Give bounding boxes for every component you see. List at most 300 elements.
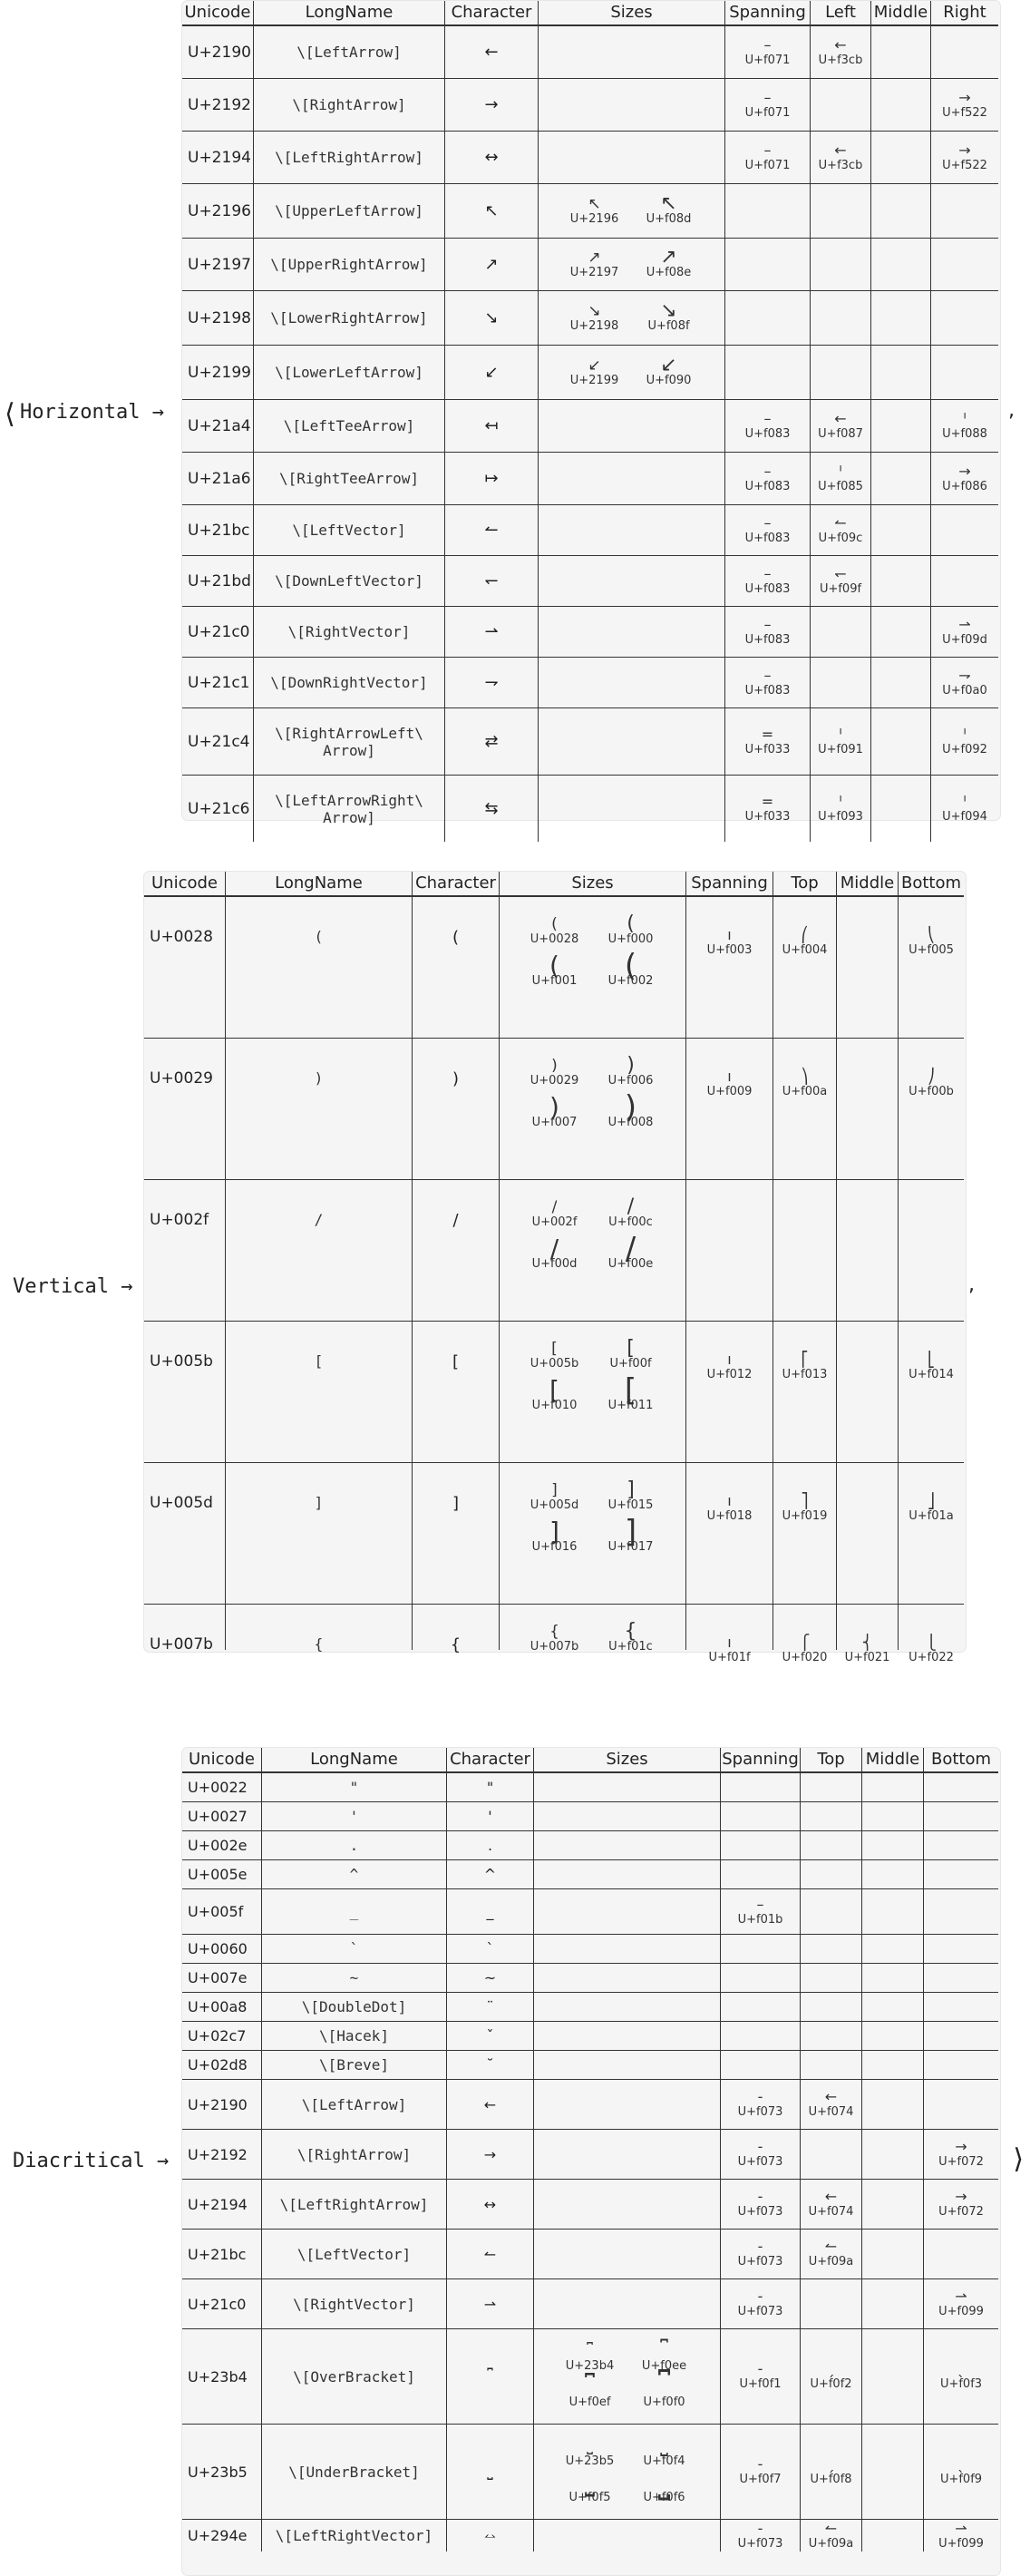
- sizes-list: [562, 300, 702, 337]
- bottom-piece-stack: [940, 2362, 982, 2391]
- unicode-cell: U+23b4: [182, 2329, 262, 2425]
- top-piece-code: U+f074: [808, 2205, 854, 2219]
- bottom-cell: [924, 2080, 998, 2130]
- unicode-cell: U+005e: [182, 1860, 262, 1889]
- bottom-piece-glyph: ˎ: [957, 2360, 965, 2377]
- top-piece-stack: [808, 2519, 854, 2551]
- longname-cell: \[UpperLeftArrow]: [254, 184, 445, 239]
- size-variant: [602, 1231, 660, 1271]
- spanning-piece-stack: [745, 464, 791, 493]
- sizes-list: [624, 2200, 631, 2208]
- longname-cell: ': [262, 1802, 447, 1831]
- spanning-cell: [725, 776, 811, 842]
- character-cell: _: [447, 1889, 534, 1935]
- size-variant-code: U+002f: [531, 1215, 578, 1229]
- middle-cell: [862, 2051, 924, 2080]
- top-piece-glyph: ⎞: [801, 1068, 809, 1085]
- right-piece-code: U+f522: [942, 105, 987, 120]
- middle-cell: [871, 239, 931, 291]
- spanning-cell: [721, 2279, 801, 2329]
- sizes-cell: [539, 776, 725, 842]
- bottom-cell: [899, 1322, 964, 1463]
- size-variant-code: U+f010: [531, 1399, 578, 1412]
- unicode-cell: U+0028: [144, 897, 226, 1039]
- sizes-list: [562, 193, 702, 229]
- middle-piece-code: U+f021: [844, 1651, 890, 1664]
- size-variant-code: U+f00d: [531, 1257, 578, 1271]
- spanning-piece-code: U+f01f: [708, 1651, 751, 1664]
- spanning-piece-glyph: -: [757, 2288, 763, 2305]
- spanning-piece-stack: [739, 2362, 781, 2391]
- size-variant: [602, 1089, 660, 1129]
- size-variant-glyph: ): [624, 1089, 637, 1126]
- column-header-bottom: Bottom: [899, 872, 964, 897]
- top-piece-glyph: ←: [824, 2188, 838, 2205]
- right-cell: [931, 708, 998, 776]
- size-variant-code: U+f0f6: [643, 2491, 685, 2504]
- spanning-piece-code: U+f073: [737, 2536, 783, 2551]
- middle-cell: [871, 556, 931, 607]
- spanning-piece-code: U+f083: [744, 479, 791, 493]
- spanning-piece-stack: [738, 2090, 783, 2119]
- character-cell: ˇ: [447, 2022, 534, 2051]
- size-variant: [602, 1620, 660, 1654]
- left-piece-glyph: ᑊ: [839, 792, 842, 810]
- size-variant-glyph: ↗: [588, 248, 601, 267]
- right-cell: [931, 184, 998, 239]
- spanning-piece-code: U+f083: [744, 632, 791, 647]
- spanning-piece-glyph: –: [763, 564, 772, 582]
- sizes-list: [628, 49, 636, 56]
- size-variant-glyph: ]: [627, 1478, 635, 1501]
- size-variant-glyph: ↘: [660, 298, 677, 322]
- size-variant-code: U+f015: [607, 1498, 654, 1512]
- spanning-piece-code: U+f073: [737, 2105, 783, 2119]
- left-cell: [811, 505, 871, 556]
- bottom-cell: [924, 1831, 998, 1860]
- sizes-cell: [534, 1889, 721, 1935]
- sizes-list: [624, 2300, 631, 2308]
- column-header-unicode: Unicode: [182, 1748, 262, 1773]
- spanning-cell: [725, 556, 811, 607]
- right-piece-code: U+f09d: [942, 632, 987, 647]
- top-piece-stack: [782, 1352, 828, 1381]
- longname-cell: \[UpperRightArrow]: [254, 239, 445, 291]
- size-variant-code: U+f0ef: [568, 2395, 611, 2409]
- size-variant-glyph: (: [624, 948, 637, 984]
- longname-cell: \[LeftArrow]: [262, 2080, 447, 2130]
- spanning-piece-code: U+f033: [744, 742, 791, 756]
- middle-cell: [837, 1463, 899, 1605]
- left-piece-glyph: ↼: [834, 513, 847, 532]
- size-variant-glyph: ): [549, 1092, 559, 1122]
- right-piece-code: U+f086: [942, 479, 987, 493]
- top-cell: [773, 1039, 837, 1180]
- unicode-cell: U+007e: [182, 1964, 262, 1993]
- unicode-cell: U+23b5: [182, 2425, 262, 2520]
- right-piece-code: U+f088: [942, 426, 987, 441]
- sizes-cell: [534, 1935, 721, 1964]
- unicode-cell: U+2192: [182, 79, 254, 132]
- sizes-list: [624, 1784, 631, 1791]
- sizes-list: [624, 2101, 631, 2108]
- size-variant: [636, 2369, 694, 2409]
- right-cell: [931, 607, 998, 658]
- sizes-list: [628, 578, 636, 585]
- character-cell: ↙: [445, 346, 539, 400]
- spanning-piece-glyph: -: [757, 2188, 763, 2205]
- spanning-cell: [721, 2080, 801, 2130]
- unicode-cell: U+21bc: [182, 2230, 262, 2279]
- spanning-cell: [725, 400, 811, 453]
- middle-cell: [837, 1180, 899, 1322]
- bottom-piece-glyph: ⎩: [926, 1634, 937, 1651]
- longname-cell: \[LeftRightArrow]: [254, 132, 445, 184]
- size-variant-glyph: ]: [549, 1517, 559, 1547]
- column-header-spanning: Spanning: [686, 872, 773, 897]
- top-piece-code: U+f020: [782, 1651, 828, 1664]
- spanning-piece-glyph: ı: [727, 1351, 732, 1368]
- size-variant: [636, 2464, 694, 2504]
- top-cell: [801, 2051, 862, 2080]
- column-header-longname: LongName: [262, 1748, 447, 1773]
- spanning-cell: [725, 291, 811, 346]
- unicode-cell: U+21bc: [182, 505, 254, 556]
- right-cell: [931, 400, 998, 453]
- sizes-list: [624, 1842, 631, 1849]
- size-variant-glyph: [: [624, 1372, 637, 1409]
- size-variant-code: U+f001: [531, 974, 578, 988]
- top-cell: [801, 2230, 862, 2279]
- left-piece-stack: [818, 409, 863, 441]
- spanning-piece-stack: [707, 1494, 753, 1523]
- spanning-piece-stack: [738, 2190, 783, 2219]
- size-variant: [640, 298, 698, 333]
- unicode-cell: U+02c7: [182, 2022, 262, 2051]
- size-variant-code: U+f0f4: [643, 2454, 685, 2468]
- sizes-cell: [500, 1322, 686, 1463]
- size-variant-glyph: (: [549, 951, 559, 981]
- middle-cell: [871, 708, 931, 776]
- unicode-cell: U+005b: [144, 1322, 226, 1463]
- longname-cell: \[LeftRightArrow]: [262, 2180, 447, 2230]
- middle-cell: [862, 1802, 924, 1831]
- spanning-cell: [725, 346, 811, 400]
- spanning-cell: [721, 2425, 801, 2520]
- top-piece-stack: [809, 2239, 854, 2269]
- left-piece-glyph: ←: [834, 409, 847, 427]
- longname-cell: \[Breve]: [262, 2051, 447, 2080]
- size-variant-glyph: (: [551, 915, 558, 933]
- left-cell: [811, 658, 871, 708]
- left-piece-glyph: ᑊ: [839, 725, 842, 743]
- bottom-cell: [924, 1889, 998, 1935]
- size-variant-code: U+f008: [607, 1116, 654, 1129]
- top-cell: [801, 1964, 862, 1993]
- unicode-cell: U+21c0: [182, 2279, 262, 2329]
- top-piece-glyph: ⎛: [801, 926, 809, 943]
- top-piece-glyph: ⎡: [801, 1351, 809, 1368]
- middle-cell: [862, 1889, 924, 1935]
- character-cell: ": [447, 1773, 534, 1802]
- longname-cell: [: [226, 1322, 413, 1463]
- size-variant-code: U+23b4: [565, 2359, 615, 2373]
- spanning-cell: [721, 1889, 801, 1935]
- sizes-cell: [539, 184, 725, 239]
- size-variant-glyph: ⎴: [660, 2339, 668, 2362]
- right-piece-glyph: →: [958, 141, 971, 159]
- unicode-cell: U+2198: [182, 291, 254, 346]
- longname-cell: \[UnderBracket]: [262, 2425, 447, 2520]
- size-variant-code: U+f011: [607, 1399, 654, 1412]
- middle-cell: [862, 1993, 924, 2022]
- middle-cell: [862, 1831, 924, 1860]
- size-variant: [526, 1059, 584, 1088]
- unicode-cell: U+21c0: [182, 607, 254, 658]
- top-piece-code: U+f074: [808, 2105, 854, 2119]
- bottom-cell: [924, 1964, 998, 1993]
- left-piece-code: U+f09f: [819, 581, 862, 596]
- middle-cell: [871, 132, 931, 184]
- middle-cell: [871, 346, 931, 400]
- association-close-bracket: ⟩: [1010, 2143, 1027, 2175]
- size-variant: [526, 1092, 584, 1129]
- top-cell: [773, 1605, 837, 1664]
- sizes-list: [628, 154, 636, 161]
- middle-cell: [862, 1964, 924, 1993]
- bottom-cell: [924, 1802, 998, 1831]
- diacritical-key-label: Diacritical →: [13, 2150, 170, 2172]
- spanning-cell: [721, 1831, 801, 1860]
- spanning-piece-code: U+f083: [744, 683, 791, 698]
- sizes-cell: [539, 346, 725, 400]
- top-piece-code: U+f013: [782, 1368, 828, 1381]
- column-header-character: Character: [413, 872, 500, 897]
- longname-cell: \[DoubleDot]: [262, 1993, 447, 2022]
- character-cell: ⇄: [445, 708, 539, 776]
- longname-cell: {: [226, 1605, 413, 1650]
- right-piece-code: U+f0a0: [942, 683, 987, 698]
- right-cell: [931, 239, 998, 291]
- size-variant: [566, 194, 624, 226]
- right-cell: [931, 776, 998, 842]
- size-variant-code: U+f00f: [609, 1357, 652, 1371]
- top-cell: [801, 2022, 862, 2051]
- spanning-piece-code: U+f083: [744, 531, 791, 545]
- left-piece-stack: [819, 143, 863, 172]
- size-variant-glyph: ↖: [588, 194, 601, 213]
- spanning-cell: [725, 132, 811, 184]
- spanning-piece-glyph: -: [757, 2455, 763, 2473]
- middle-cell: [862, 1935, 924, 1964]
- sizes-cell: [539, 291, 725, 346]
- left-piece-code: U+f3cb: [818, 158, 863, 172]
- top-cell: [801, 2180, 862, 2230]
- spanning-piece-stack: [744, 513, 791, 545]
- size-variant-code: U+2196: [569, 211, 619, 226]
- character-cell: ⥎: [447, 2520, 534, 2552]
- size-variant-glyph: ⎵: [587, 2437, 593, 2455]
- column-header-character: Character: [445, 1, 539, 26]
- spanning-piece-code: U+f071: [744, 158, 791, 172]
- spanning-cell: [725, 184, 811, 239]
- size-variant-glyph: (: [627, 912, 635, 935]
- left-piece-code: U+f093: [818, 809, 863, 824]
- size-variant-code: U+f08e: [646, 265, 692, 279]
- diacritical-table: [181, 1747, 1001, 2576]
- top-piece-stack: [782, 928, 828, 957]
- top-piece-glyph: ˏ: [827, 2360, 835, 2377]
- spanning-cell: [721, 2022, 801, 2051]
- character-cell: →: [447, 2130, 534, 2180]
- right-piece-glyph: ⇁: [958, 666, 971, 684]
- sizes-cell: [539, 708, 725, 776]
- column-header-sizes: Sizes: [500, 872, 686, 897]
- spanning-piece-code: U+f0f1: [739, 2377, 782, 2391]
- sizes-list: [628, 423, 636, 430]
- character-cell: ←: [447, 2080, 534, 2130]
- size-variant-code: U+f006: [607, 1074, 654, 1088]
- spanning-cell: [686, 1180, 773, 1322]
- character-cell: →: [445, 79, 539, 132]
- middle-cell: [871, 184, 931, 239]
- sizes-list: [624, 2004, 631, 2011]
- unicode-cell: U+2190: [182, 26, 254, 79]
- character-cell: ^: [447, 1860, 534, 1889]
- size-variant-code: U+f08d: [646, 211, 692, 226]
- size-variant: [566, 250, 624, 279]
- left-cell: [811, 708, 871, 776]
- size-variant: [526, 1483, 584, 1512]
- sizes-cell: [534, 2425, 721, 2520]
- sizes-list: [534, 2435, 720, 2508]
- sizes-cell: [534, 2180, 721, 2230]
- spanning-cell: [721, 2230, 801, 2279]
- top-piece-code: U+f0f2: [810, 2377, 852, 2391]
- sizes-cell: [539, 658, 725, 708]
- top-cell: [801, 1889, 862, 1935]
- top-piece-glyph: ↼: [824, 2519, 838, 2537]
- right-piece-glyph: ᑊ: [963, 725, 967, 743]
- spanning-piece-stack: [744, 564, 791, 596]
- right-piece-stack: [942, 668, 987, 698]
- bottom-piece-code: U+f0f3: [939, 2377, 983, 2391]
- sizes-cell: [500, 1605, 686, 1654]
- bottom-cell: [899, 1180, 964, 1322]
- size-variant-code: U+2197: [569, 265, 619, 279]
- bottom-piece-code: U+f00b: [909, 1085, 954, 1098]
- longname-cell: .: [262, 1831, 447, 1860]
- sizes-list: [624, 1975, 631, 1982]
- column-header-unicode: Unicode: [182, 1, 254, 26]
- middle-cell: [862, 2279, 924, 2329]
- spanning-cell: [721, 1993, 801, 2022]
- bottom-cell: [924, 2520, 998, 2552]
- size-variant-code: U+f0ee: [641, 2359, 687, 2373]
- size-variant: [526, 1517, 584, 1554]
- spanning-piece-code: U+f033: [744, 809, 791, 824]
- right-cell: [931, 453, 998, 505]
- left-piece-glyph: ᑊ: [839, 462, 842, 480]
- bottom-piece-code: U+f099: [938, 2536, 984, 2551]
- middle-cell: [871, 79, 931, 132]
- bottom-cell: [924, 2230, 998, 2279]
- size-variant: [526, 951, 584, 988]
- character-cell: ): [413, 1039, 500, 1180]
- middle-cell: [837, 897, 899, 1039]
- character-cell: ↗: [445, 239, 539, 291]
- size-variant: [602, 1372, 660, 1412]
- left-piece-stack: [818, 35, 863, 67]
- left-piece-stack: [818, 464, 863, 493]
- spanning-piece-glyph: ı: [727, 1634, 732, 1651]
- character-cell: [: [413, 1322, 500, 1463]
- size-variant-code: U+f007: [531, 1116, 578, 1129]
- spanning-piece-code: U+f073: [737, 2305, 783, 2318]
- middle-cell: [837, 1322, 899, 1463]
- bottom-piece-code: U+f099: [938, 2305, 984, 2318]
- spanning-piece-glyph: –: [763, 141, 772, 159]
- sizes-list: [624, 2033, 631, 2040]
- horizontal-table: [181, 0, 1001, 826]
- bottom-piece-glyph: ⎣: [928, 1351, 935, 1368]
- sizes-cell: [500, 897, 686, 1039]
- unicode-cell: U+0060: [182, 1935, 262, 1964]
- longname-cell: \[DownRightVector]: [254, 658, 445, 708]
- size-variant-glyph: ]: [551, 1481, 558, 1499]
- bottom-cell: [899, 1039, 964, 1180]
- longname-cell: ): [226, 1039, 413, 1180]
- spanning-piece-glyph: –: [763, 513, 772, 532]
- spanning-piece-stack: [745, 668, 791, 698]
- sizes-cell: [534, 1773, 721, 1802]
- middle-cell: [871, 291, 931, 346]
- top-cell: [773, 1322, 837, 1463]
- left-cell: [811, 346, 871, 400]
- size-variant-glyph: ↙: [588, 356, 601, 375]
- size-variant-glyph: {: [549, 1623, 559, 1641]
- middle-cell: [862, 2230, 924, 2279]
- bottom-cell: [899, 1605, 964, 1664]
- left-cell: [811, 607, 871, 658]
- size-variant-glyph: ⎴: [657, 2369, 671, 2405]
- spanning-cell: [721, 1964, 801, 1993]
- size-variant: [526, 1200, 584, 1229]
- character-cell: ˘: [447, 2051, 534, 2080]
- middle-cell: [862, 1773, 924, 1802]
- sizes-cell: [534, 1993, 721, 2022]
- top-cell: [801, 2130, 862, 2180]
- bottom-cell: [924, 2425, 998, 2520]
- middle-cell: [862, 2180, 924, 2230]
- longname-cell: \[LeftArrow]: [254, 26, 445, 79]
- horizontal-key-label: Horizontal →: [20, 401, 164, 424]
- bottom-cell: [924, 2279, 998, 2329]
- longname-cell: \[LeftVector]: [254, 505, 445, 556]
- sizes-cell: [534, 2329, 721, 2425]
- spanning-cell: [686, 1463, 773, 1605]
- sizes-list: [628, 102, 636, 109]
- longname-cell: ": [262, 1773, 447, 1802]
- right-piece-glyph: →: [958, 88, 971, 106]
- column-header-left: Left: [811, 1, 871, 26]
- sizes-list: [562, 355, 702, 391]
- middle-cell: [871, 658, 931, 708]
- size-variant-code: U+f00c: [608, 1215, 653, 1229]
- spanning-piece-glyph: –: [763, 88, 772, 106]
- size-variant-code: U+005d: [530, 1498, 579, 1512]
- sizes-list: [628, 527, 636, 534]
